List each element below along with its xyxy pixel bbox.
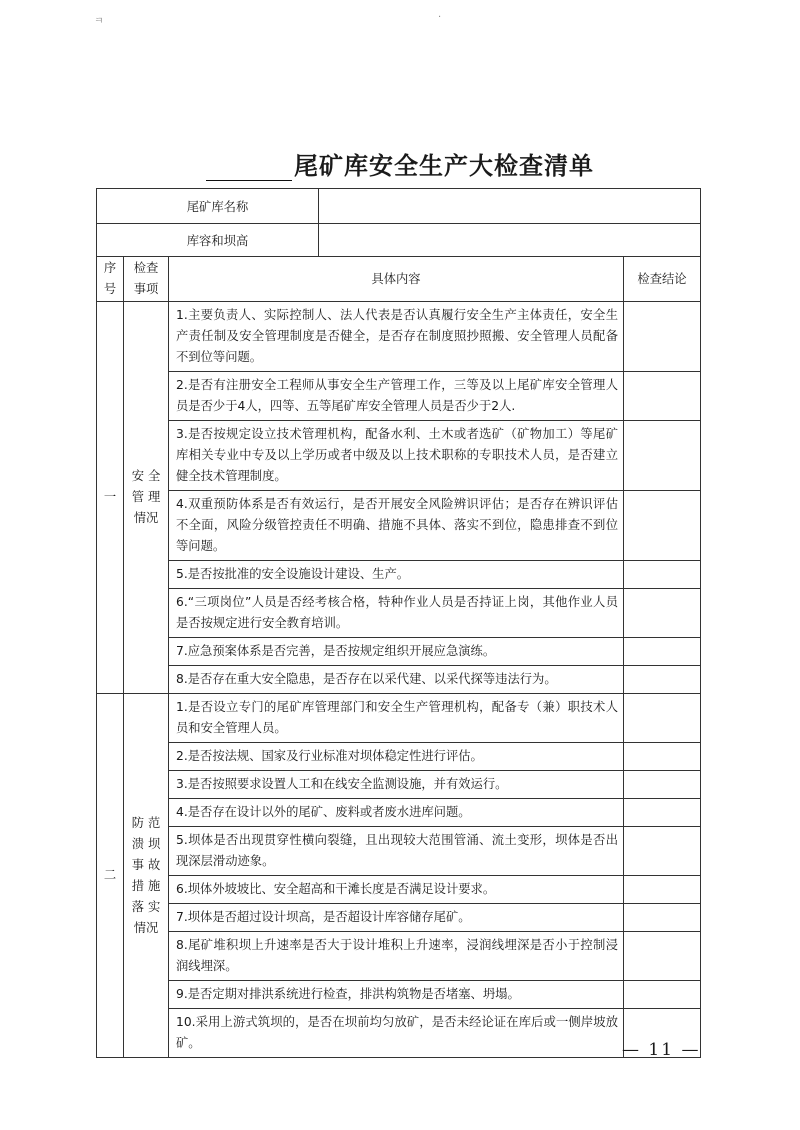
- section-seq: 一: [97, 302, 124, 694]
- tailings-name-label: 尾矿库名称: [97, 189, 319, 224]
- check-item-row: [97, 981, 701, 1009]
- check-item-text: 6.“三项岗位”人员是否经考核合格，特种作业人员是否持证上岗，其他作业人员是否按规定进行安全教育培训。: [169, 589, 624, 638]
- capacity-height-value[interactable]: [319, 224, 701, 257]
- check-item-row: [97, 372, 701, 421]
- check-item-text: 2.是否按法规、国家及行业标准对坝体稳定性进行评估。: [169, 743, 624, 771]
- check-item-text: 1.主要负责人、实际控制人、法人代表是否认真履行安全生产主体责任，安全生产责任制及安全管理制度是否健全，是否存在制度照抄照搬、安全管理人员配备不到位等问题。: [169, 302, 624, 372]
- header-conclusion: 检查结论: [624, 257, 701, 302]
- check-conclusion-cell[interactable]: [624, 827, 701, 876]
- check-conclusion-cell[interactable]: [624, 981, 701, 1009]
- check-conclusion-cell[interactable]: [624, 743, 701, 771]
- check-conclusion-cell[interactable]: [624, 799, 701, 827]
- tailings-name-value[interactable]: [319, 189, 701, 224]
- check-conclusion-cell[interactable]: [624, 421, 701, 491]
- check-item-text: 5.是否按批准的安全设施设计建设、生产。: [169, 561, 624, 589]
- check-item-text: 2.是否有注册安全工程师从事安全生产管理工作，三等及以上尾矿库安全管理人员是否少于4人，四等、五等尾矿库安全管理人员是否少于2人.: [169, 372, 624, 421]
- checklist-table: [96, 188, 701, 1058]
- header-seq: 序 号: [97, 257, 124, 302]
- check-conclusion-cell[interactable]: [624, 932, 701, 981]
- corner-mark-center: ·: [438, 12, 442, 23]
- corner-mark-left: ㅋ: [94, 16, 104, 27]
- info-row-capacity: [97, 224, 701, 257]
- check-item-text: 6.坝体外坡坡比、安全超高和干滩长度是否满足设计要求。: [169, 876, 624, 904]
- check-item-text: 7.应急预案体系是否完善，是否按规定组织开展应急演练。: [169, 638, 624, 666]
- check-item-row: [97, 302, 701, 372]
- check-conclusion-cell[interactable]: [624, 771, 701, 799]
- page-number: — 11 —: [622, 1040, 701, 1060]
- check-item-text: 8.是否存在重大安全隐患，是否存在以采代建、以采代探等违法行为。: [169, 666, 624, 694]
- info-row-name: [97, 189, 701, 224]
- check-conclusion-cell[interactable]: [624, 876, 701, 904]
- check-item-text: 9.是否定期对排洪系统进行检查，排洪构筑物是否堵塞、坍塌。: [169, 981, 624, 1009]
- check-item-row: [97, 876, 701, 904]
- category-line: 安 全: [131, 469, 161, 483]
- check-item-row: [97, 904, 701, 932]
- check-item-row: [97, 799, 701, 827]
- check-conclusion-cell[interactable]: [624, 589, 701, 638]
- category-line: 管 理: [131, 490, 161, 504]
- category-line: 防 范: [131, 815, 161, 830]
- check-item-row: [97, 589, 701, 638]
- title-fill-blank[interactable]: [206, 154, 292, 181]
- check-item-row: [97, 827, 701, 876]
- check-item-row: [97, 743, 701, 771]
- check-item-text: 1.是否设立专门的尾矿库管理部门和安全生产管理机构，配备专（兼）职技术人员和安全管理人员。: [169, 694, 624, 743]
- check-item-row: [97, 932, 701, 981]
- check-item-row: [97, 421, 701, 491]
- check-conclusion-cell[interactable]: [624, 666, 701, 694]
- check-item-text: 4.是否存在设计以外的尾矿、废料或者废水进库问题。: [169, 799, 624, 827]
- check-item-text: 5.坝体是否出现贯穿性横向裂缝，且出现较大范围管涌、流土变形，坝体是否出现深层滑动迹象。: [169, 827, 624, 876]
- check-conclusion-cell[interactable]: [624, 372, 701, 421]
- check-item-row: [97, 1009, 701, 1058]
- check-item-text: 4.双重预防体系是否有效运行，是否开展安全风险辨识评估；是否存在辨识评估不全面，风险分级管控责任不明确、措施不具体、落实不到位，隐患排查不到位等问题。: [169, 491, 624, 561]
- check-item-row: [97, 771, 701, 799]
- section-category: [124, 694, 169, 1058]
- check-conclusion-cell[interactable]: [624, 638, 701, 666]
- category-line: 措 施: [131, 878, 161, 893]
- page-title: 尾矿库安全生产大检查清单: [294, 151, 594, 180]
- section-seq: 二: [97, 694, 124, 1058]
- check-conclusion-cell[interactable]: [624, 694, 701, 743]
- check-item-text: 7.坝体是否超过设计坝高，是否超设计库容储存尾矿。: [169, 904, 624, 932]
- category-line: 事 故: [131, 857, 161, 872]
- check-item-text: 10.采用上游式筑坝的，是否在坝前均匀放矿，是否未经论证在库后或一侧岸坡放矿。: [169, 1009, 624, 1058]
- header-item: 检查 事项: [124, 257, 169, 302]
- check-item-row: [97, 561, 701, 589]
- header-row: [97, 257, 701, 302]
- check-conclusion-cell[interactable]: [624, 491, 701, 561]
- check-item-row: [97, 694, 701, 743]
- check-conclusion-cell[interactable]: [624, 302, 701, 372]
- title-block: [0, 146, 800, 181]
- category-line: 情况: [133, 920, 159, 935]
- check-item-text: 3.是否按规定设立技术管理机构，配备水利、土木或者选矿（矿物加工）等尾矿库相关专业中专及以上学历或者中级及以上技术职称的专职技术人员，是否建立健全技术管理制度。: [169, 421, 624, 491]
- category-line: 落 实: [131, 899, 161, 914]
- check-item-row: [97, 491, 701, 561]
- check-item-row: [97, 666, 701, 694]
- check-item-text: 3.是否按照要求设置人工和在线安全监测设施，并有效运行。: [169, 771, 624, 799]
- category-line: 溃 坝: [131, 836, 161, 851]
- check-conclusion-cell[interactable]: [624, 561, 701, 589]
- capacity-height-label: 库容和坝高: [97, 224, 319, 257]
- check-item-text: 8.尾矿堆积坝上升速率是否大于设计堆积上升速率，浸润线埋深是否小于控制浸润线埋深。: [169, 932, 624, 981]
- category-line: 情况: [133, 511, 159, 525]
- header-content: 具体内容: [169, 257, 624, 302]
- section-category: [124, 302, 169, 694]
- check-conclusion-cell[interactable]: [624, 904, 701, 932]
- check-item-row: [97, 638, 701, 666]
